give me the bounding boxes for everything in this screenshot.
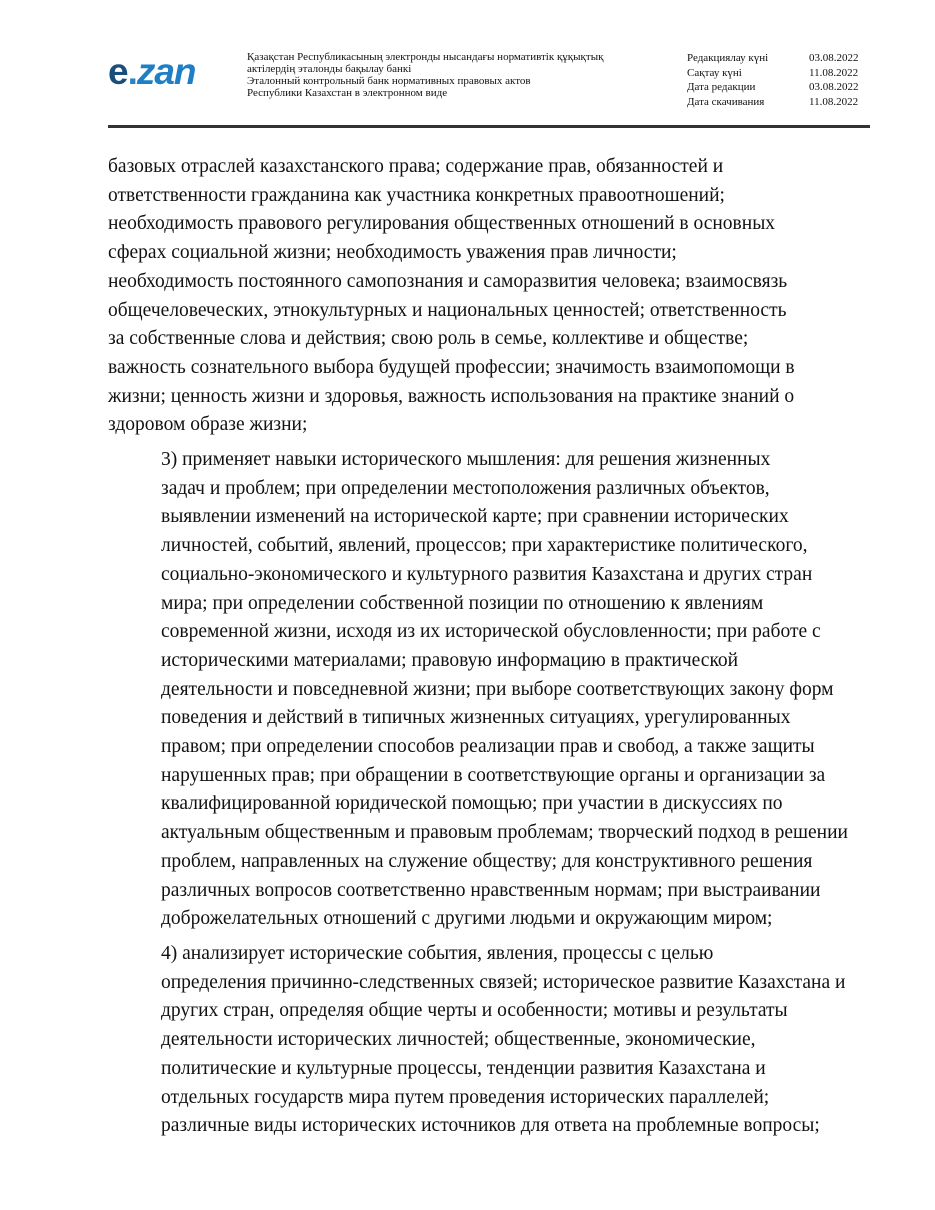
paragraph-line: 4) анализирует исторические события, явления, процессы с целью [161, 942, 714, 964]
meta-row-edit-date-ru [687, 80, 867, 95]
paragraph-line: нарушенных прав; при обращении в соответствующие органы и организации за [161, 764, 826, 786]
paragraph-line: задач и проблем; при определении местоположения различных объектов, [161, 477, 770, 499]
paragraph-line: политические и культурные процессы, тенденции развития Казахстана и [161, 1057, 766, 1079]
meta-value: 03.08.2022 [809, 52, 859, 64]
meta-label: Сақтау күні [687, 66, 742, 79]
paragraph-line: необходимость постоянного самопознания и саморазвития человека; взаимосвязь [108, 270, 788, 292]
meta-label: Дата скачивания [687, 95, 765, 108]
paragraph-line: социально-экономического и культурного развития Казахстана и других стран [161, 563, 813, 585]
body-paragraph [108, 446, 870, 934]
paragraph-line: доброжелательных отношений с другими людьми и окружающим миром; [161, 908, 773, 930]
logo-zan: zan [136, 51, 196, 92]
header-description-line: Эталонный контрольный банк нормативных правовых актов [247, 75, 531, 87]
paragraph-line: жизни; ценность жизни и здоровья, важность использования на практике знаний о [108, 385, 795, 407]
logo-dot: . [127, 51, 137, 92]
header-description-line: актілердің эталонды бақылау банкі [247, 63, 412, 75]
paragraph-line: 3) применяет навыки исторического мышления: для решения жизненных [161, 449, 771, 471]
meta-row-download-date-ru [687, 95, 867, 110]
header-description [247, 51, 667, 99]
body-paragraph [108, 153, 870, 440]
logo-e: e [108, 51, 128, 92]
paragraph-line: выявлении изменений на исторической карте; при сравнении исторических [161, 506, 789, 528]
meta-value: 03.08.2022 [809, 81, 859, 93]
paragraph-line: современной жизни, исходя из их исторической обусловленности; при работе с [161, 621, 821, 643]
paragraph-line: ответственности гражданина как участника конкретных правоотношений; [108, 184, 725, 206]
header-description-line: Республики Казахстан в электронном виде [247, 87, 448, 99]
paragraph-line: правом; при определении способов реализации прав и свобод, а также защиты [161, 736, 815, 758]
document-header [0, 0, 935, 130]
paragraph-line: личностей, событий, явлений, процессов; при характеристике политического, [161, 535, 808, 557]
paragraph-line: здоровом образе жизни; [108, 414, 308, 436]
paragraph-line: необходимость правового регулирования общественных отношений в основных [108, 213, 776, 235]
paragraph-line: важность сознательного выбора будущей профессии; значимость взаимопомощи в [108, 356, 795, 378]
paragraph-line: определения причинно-следственных связей; историческое развитие Казахстана и [161, 971, 846, 993]
paragraph-line: актуальным общественным и правовым проблемам; творческий подход в решении [161, 822, 848, 844]
paragraph-line: мира; при определении собственной позиции по отношению к явлениям [161, 592, 764, 614]
header-divider [108, 125, 870, 128]
paragraph-line: проблем, направленных на служение обществу; для конструктивного решения [161, 850, 813, 872]
paragraph-line: отдельных государств мира путем проведения исторических параллелей; [161, 1086, 770, 1108]
paragraph-line: базовых отраслей казахстанского права; содержание прав, обязанностей и [108, 156, 724, 177]
paragraph-line: различных вопросов соответственно нравственным нормам; при выстраивании [161, 879, 821, 901]
ezan-logo[interactable] [108, 50, 218, 94]
meta-value: 11.08.2022 [809, 66, 859, 79]
paragraph-line: историческими материалами; правовую информацию в практической [161, 649, 739, 671]
header-meta-dates [687, 51, 867, 109]
paragraph-line: сферах социальной жизни; необходимость уважения прав личности; [108, 242, 677, 264]
meta-value: 11.08.2022 [809, 95, 859, 108]
paragraph-line: деятельности и повседневной жизни; при выборе соответствующих закону форм [161, 678, 834, 700]
header-description-line: Қазақстан Республикасының электронды нысандағы нормативтік құқықтық [247, 51, 604, 63]
paragraph-line: за собственные слова и действия; свою роль в семье, коллективе и обществе; [108, 328, 749, 350]
paragraph-line: других стран, определяя общие черты и особенности; мотивы и результаты [161, 1000, 788, 1022]
document-body [108, 153, 870, 1147]
paragraph-line: квалифицированной юридической помощью; при участии в дискуссиях по [161, 793, 783, 815]
meta-row-save-date-kz [687, 66, 867, 81]
paragraph-line: различные виды исторических источников для ответа на проблемные вопросы; [161, 1115, 820, 1137]
paragraph-line: деятельности исторических личностей; общественные, экономические, [161, 1029, 756, 1051]
paragraph-line: общечеловеческих, этнокультурных и национальных ценностей; ответственность [108, 299, 787, 321]
meta-row-edit-date-kz [687, 51, 867, 66]
body-paragraph [108, 940, 870, 1141]
meta-label: Дата редакции [687, 81, 756, 93]
meta-label: Редакциялау күні [687, 52, 769, 64]
paragraph-line: поведения и действий в типичных жизненных ситуациях, урегулированных [161, 707, 791, 729]
